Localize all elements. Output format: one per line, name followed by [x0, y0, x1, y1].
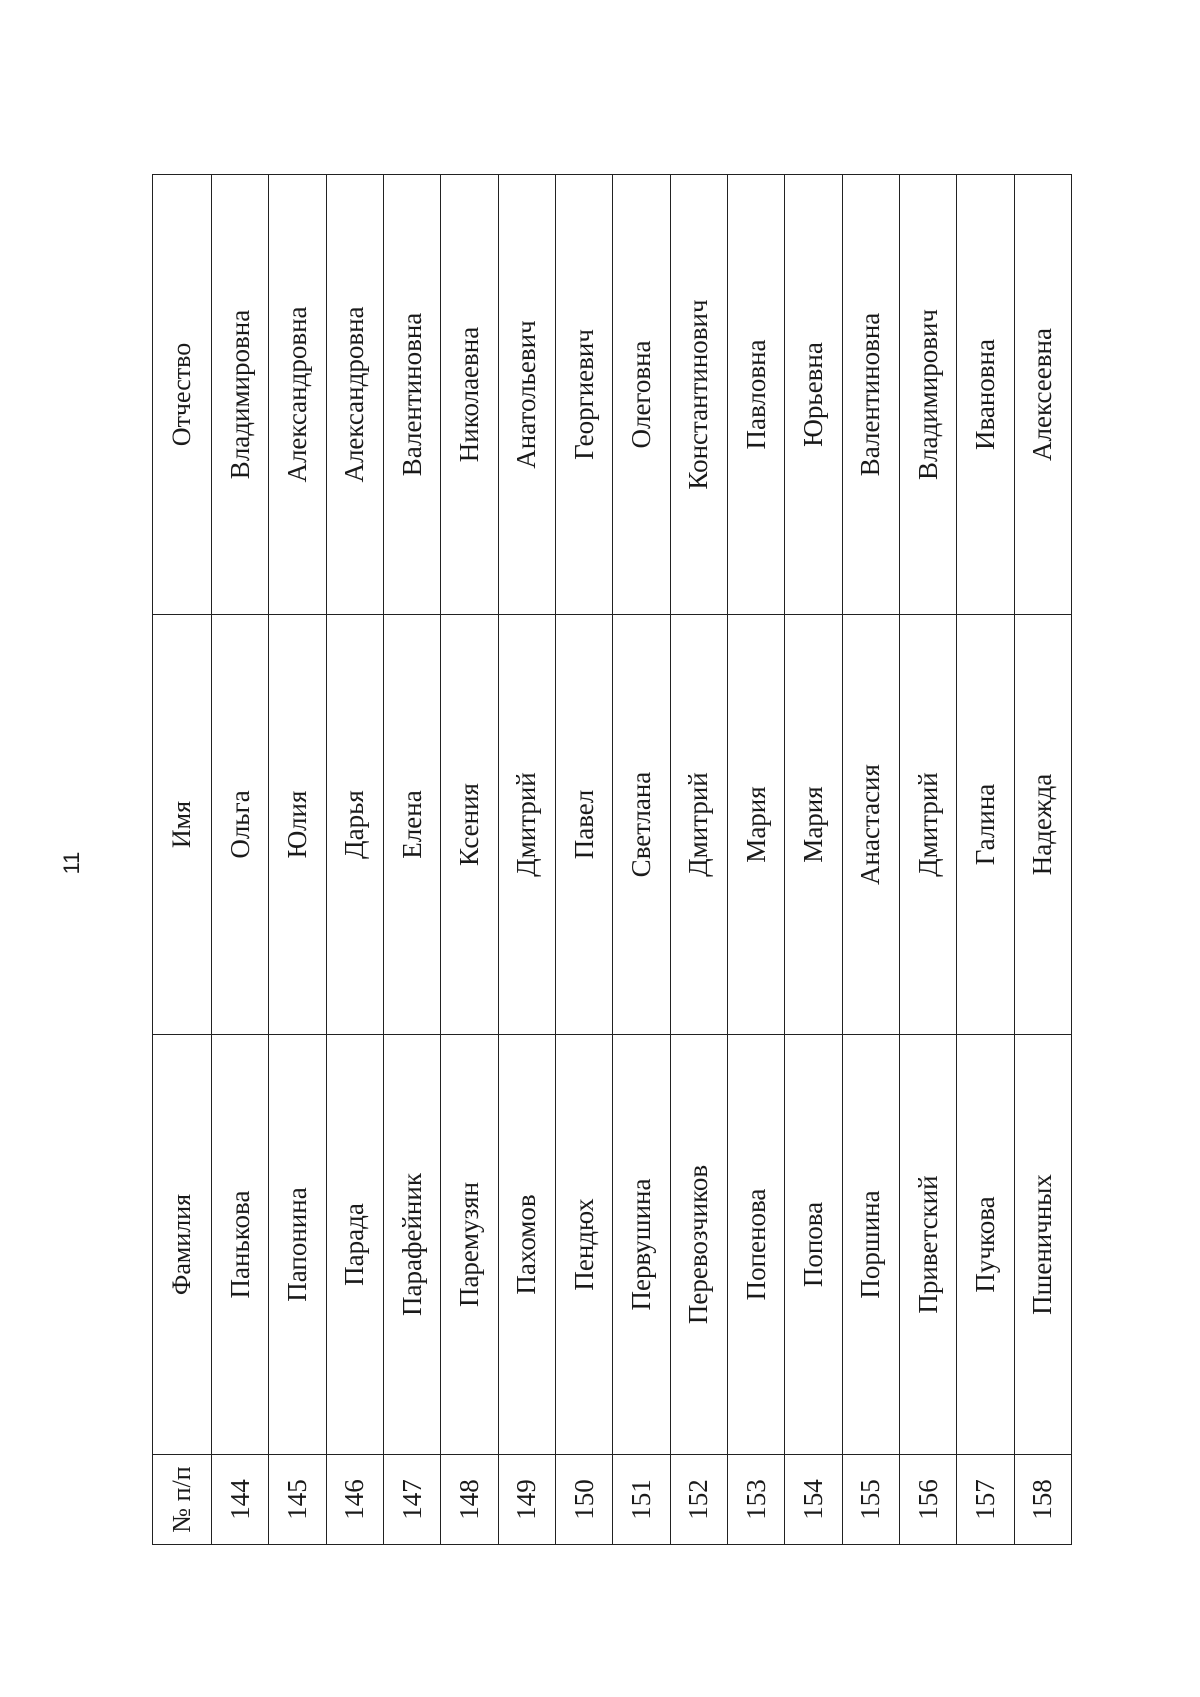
table-row [383, 175, 440, 1545]
cell-surname: Попенова [727, 1035, 784, 1455]
cell-number: 146 [326, 1455, 383, 1545]
cell-patronymic: Анатольевич [498, 175, 555, 615]
names-table [152, 174, 1072, 1545]
cell-surname: Первушина [613, 1035, 670, 1455]
cell-number: 149 [498, 1455, 555, 1545]
table-row [269, 175, 326, 1545]
cell-number: 151 [613, 1455, 670, 1545]
cell-surname: Поршина [842, 1035, 899, 1455]
names-table-container [152, 175, 1072, 1545]
cell-surname: Папонина [269, 1035, 326, 1455]
cell-surname: Попова [785, 1035, 842, 1455]
cell-first-name: Ксения [441, 615, 498, 1035]
cell-surname: Пендюх [555, 1035, 612, 1455]
table-row [957, 175, 1014, 1545]
table-row [441, 175, 498, 1545]
table-row [899, 175, 956, 1545]
cell-patronymic: Валентиновна [842, 175, 899, 615]
cell-number: 144 [212, 1455, 269, 1545]
cell-first-name: Дарья [326, 615, 383, 1035]
table-row [613, 175, 670, 1545]
table-body [212, 175, 1072, 1545]
cell-patronymic: Валентиновна [383, 175, 440, 615]
cell-surname: Панькова [212, 1035, 269, 1455]
cell-patronymic: Георгиевич [555, 175, 612, 615]
cell-patronymic: Владимировна [212, 175, 269, 615]
table-row [498, 175, 555, 1545]
cell-number: 147 [383, 1455, 440, 1545]
cell-first-name: Анастасия [842, 615, 899, 1035]
cell-number: 156 [899, 1455, 956, 1545]
table-row [785, 175, 842, 1545]
table-row [326, 175, 383, 1545]
cell-patronymic: Владимирович [899, 175, 956, 615]
cell-surname: Перевозчиков [670, 1035, 727, 1455]
cell-first-name: Дмитрий [670, 615, 727, 1035]
cell-first-name: Ольга [212, 615, 269, 1035]
cell-first-name: Мария [727, 615, 784, 1035]
cell-number: 153 [727, 1455, 784, 1545]
cell-first-name: Мария [785, 615, 842, 1035]
cell-number: 152 [670, 1455, 727, 1545]
cell-first-name: Надежда [1014, 615, 1071, 1035]
page-number-text: 11 [59, 851, 84, 875]
table-row [727, 175, 784, 1545]
cell-surname: Приветский [899, 1035, 956, 1455]
cell-number: 150 [555, 1455, 612, 1545]
cell-patronymic: Олеговна [613, 175, 670, 615]
cell-surname: Парафейник [383, 1035, 440, 1455]
cell-first-name: Павел [555, 615, 612, 1035]
table-row [212, 175, 269, 1545]
cell-patronymic: Николаевна [441, 175, 498, 615]
cell-surname: Парада [326, 1035, 383, 1455]
header-row [153, 175, 212, 1545]
cell-first-name: Дмитрий [899, 615, 956, 1035]
table-row [1014, 175, 1071, 1545]
header-first-name: Имя [153, 615, 212, 1035]
cell-surname: Паремузян [441, 1035, 498, 1455]
header-surname: Фамилия [153, 1035, 212, 1455]
cell-patronymic: Александровна [326, 175, 383, 615]
cell-first-name: Галина [957, 615, 1014, 1035]
cell-number: 158 [1014, 1455, 1071, 1545]
cell-number: 145 [269, 1455, 326, 1545]
cell-first-name: Юлия [269, 615, 326, 1035]
cell-surname: Пахомов [498, 1035, 555, 1455]
cell-first-name: Елена [383, 615, 440, 1035]
cell-number: 157 [957, 1455, 1014, 1545]
cell-patronymic: Ивановна [957, 175, 1014, 615]
table-row [670, 175, 727, 1545]
cell-first-name: Дмитрий [498, 615, 555, 1035]
cell-surname: Пшеничных [1014, 1035, 1071, 1455]
cell-number: 148 [441, 1455, 498, 1545]
cell-patronymic: Александровна [269, 175, 326, 615]
cell-patronymic: Константинович [670, 175, 727, 615]
header-number: № п/п [153, 1455, 212, 1545]
cell-patronymic: Алексеевна [1014, 175, 1071, 615]
cell-patronymic: Павловна [727, 175, 784, 615]
header-patronymic: Отчество [153, 175, 212, 615]
cell-surname: Пучкова [957, 1035, 1014, 1455]
cell-number: 155 [842, 1455, 899, 1545]
cell-number: 154 [785, 1455, 842, 1545]
cell-patronymic: Юрьевна [785, 175, 842, 615]
table-row [842, 175, 899, 1545]
table-row [555, 175, 612, 1545]
cell-first-name: Светлана [613, 615, 670, 1035]
